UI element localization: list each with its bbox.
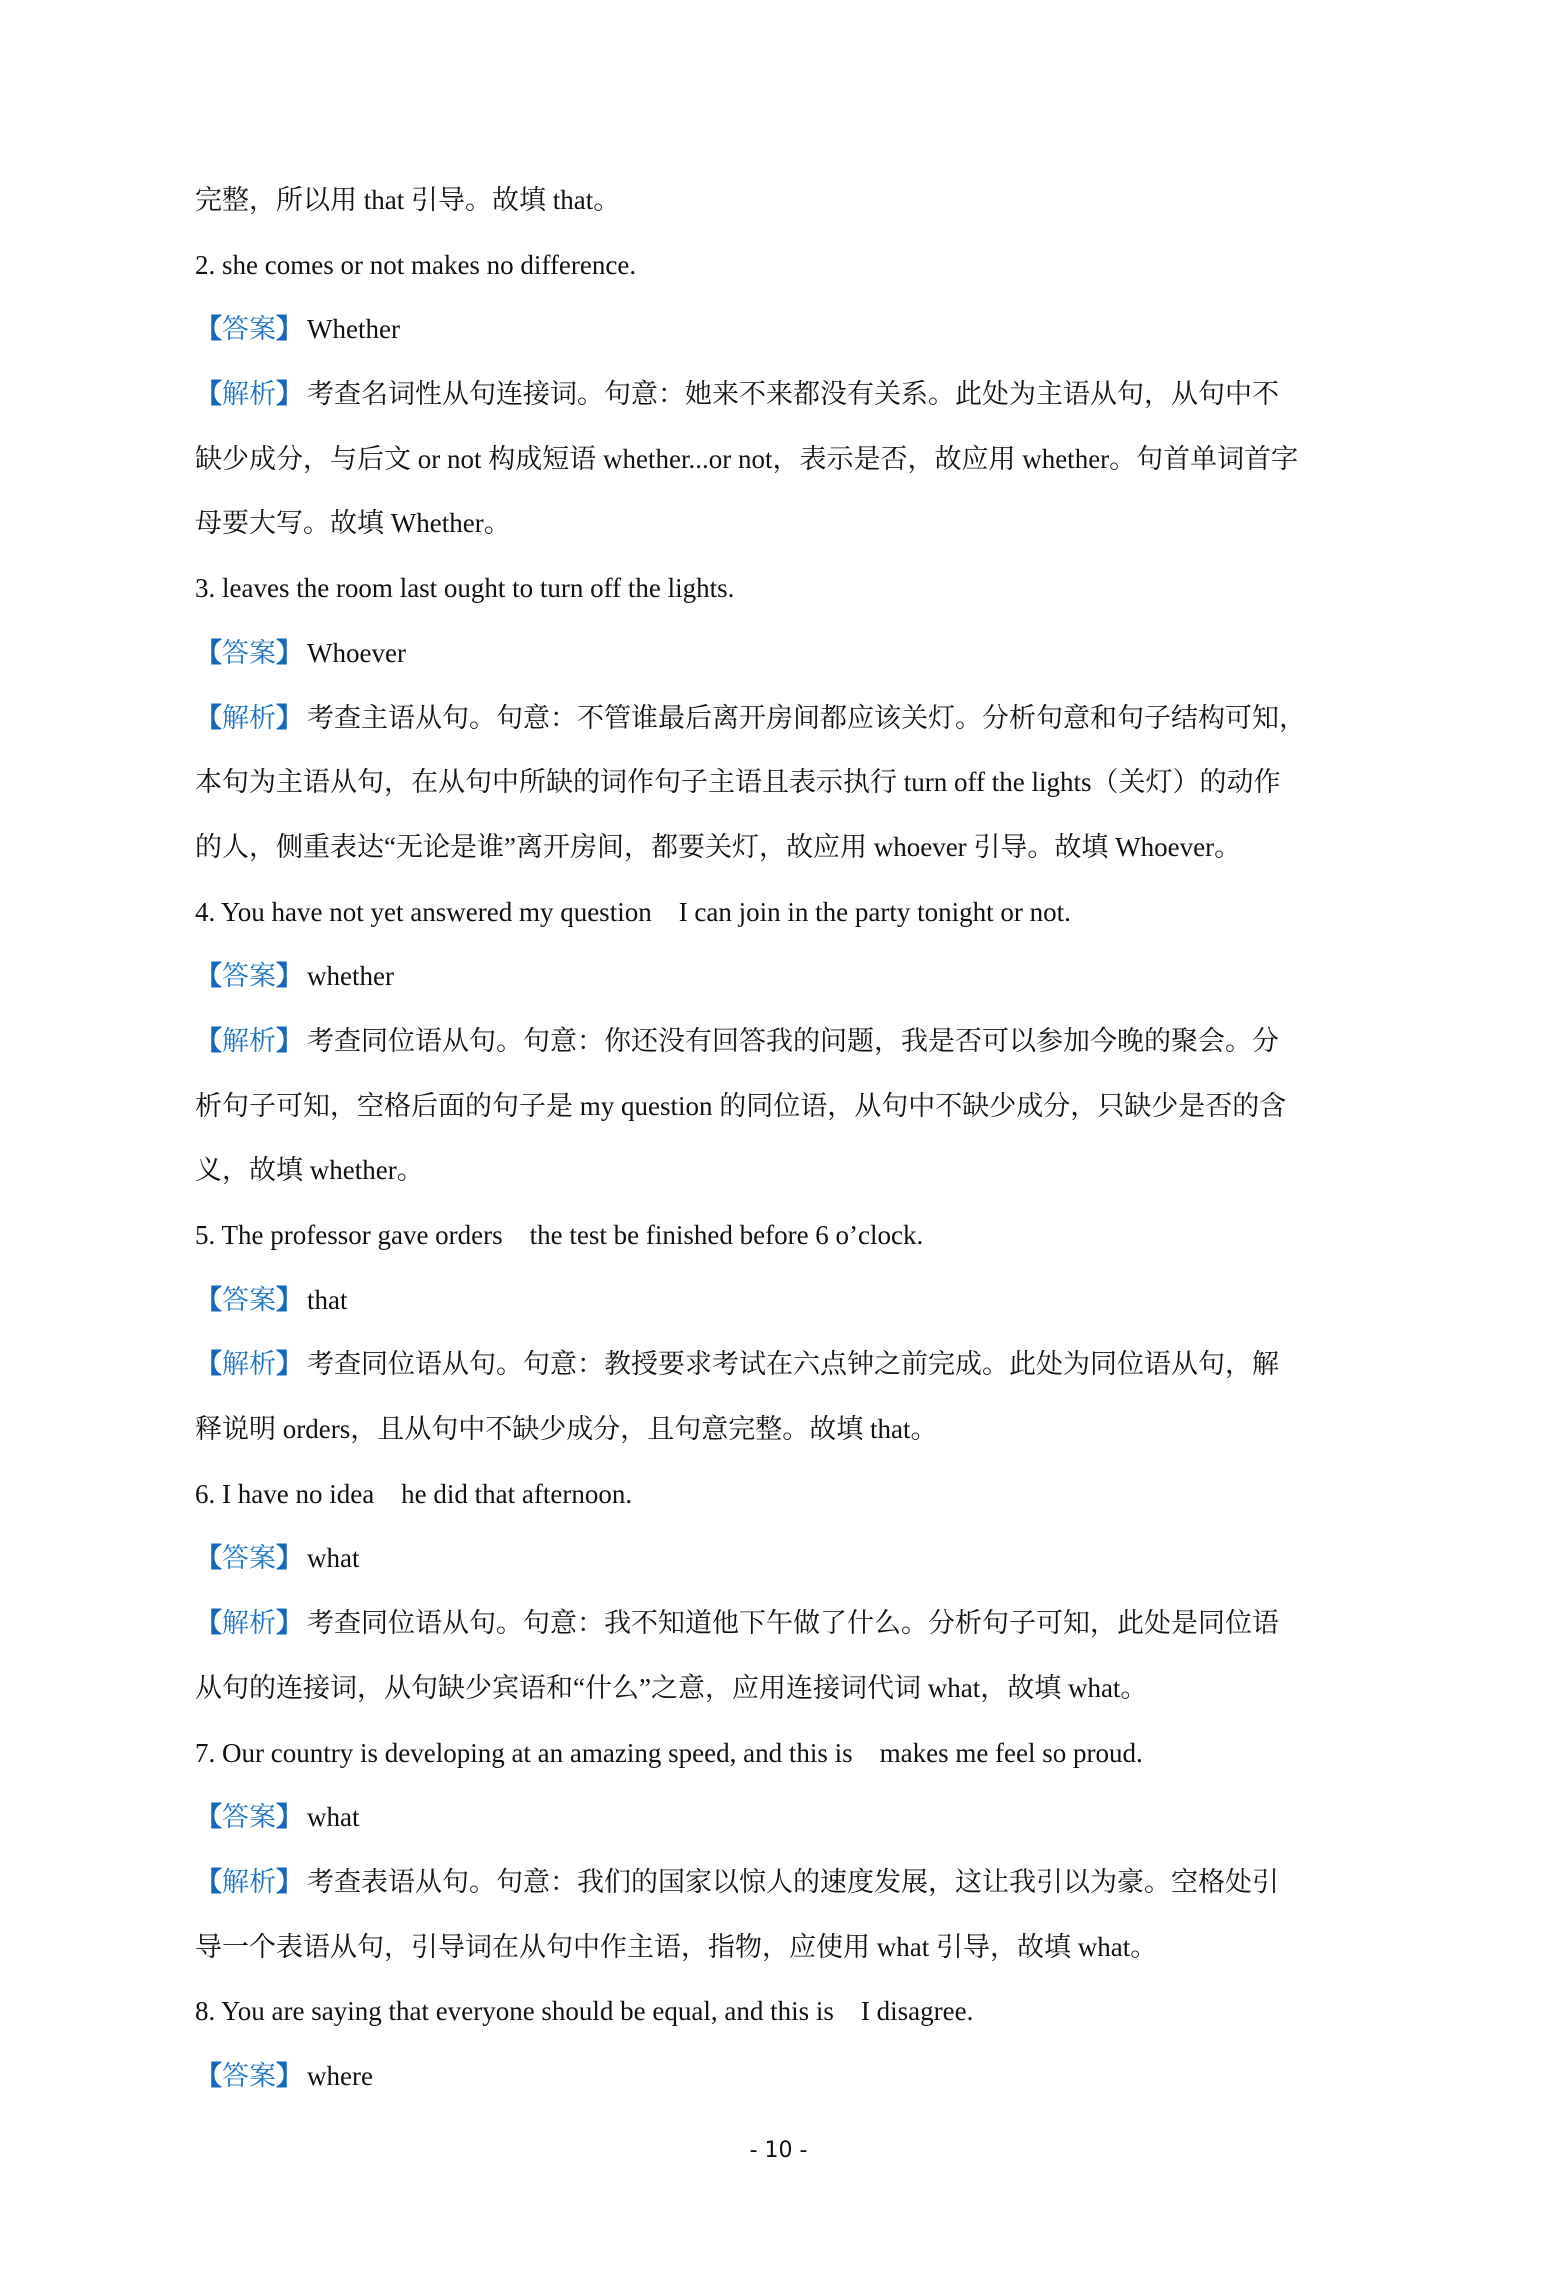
question-text: 3. leaves the room last ought to turn off the lights.: [195, 573, 735, 604]
bracket-right: 】: [276, 1025, 303, 1056]
body-text: 从句的连接词，从句缺少宾语和“什么”之意，应用连接词代词 what，故填 what。: [195, 1672, 1148, 1703]
text-line: [195, 1407, 1370, 1472]
question-line: [195, 1213, 1370, 1278]
label-text: 解析: [222, 379, 276, 410]
answer-value: what: [307, 1543, 360, 1574]
bracket-left: 【: [195, 961, 222, 992]
question-line: [195, 243, 1370, 308]
analysis-label: [195, 1867, 303, 1897]
label-text: 答案: [222, 2060, 276, 2091]
question-line: [195, 1989, 1370, 2054]
question-text: 7. Our country is developing at an amazing speed, and this is makes me feel so proud.: [195, 1737, 1143, 1768]
question-text: 4. You have not yet answered my question I can join in the party tonight or not.: [195, 896, 1071, 927]
bracket-left: 【: [195, 702, 222, 733]
body-text: 释说明 orders，且从句中不缺少成分，且句意完整。故填 that。: [195, 1414, 938, 1445]
analysis-label: [195, 703, 303, 733]
answer-line: [195, 954, 1370, 1019]
answer-line: [195, 2054, 1370, 2119]
answer-value: what: [307, 1802, 360, 1833]
analysis-line: [195, 1342, 1370, 1407]
text-line: [195, 437, 1370, 502]
answer-line: [195, 1278, 1370, 1343]
label-text: 解析: [222, 702, 276, 733]
label-text: 答案: [222, 961, 276, 992]
bracket-right: 】: [276, 1802, 303, 1833]
label-text: 答案: [222, 314, 276, 345]
bracket-left: 【: [195, 1349, 222, 1380]
label-text: 解析: [222, 1025, 276, 1056]
question-line: [195, 890, 1370, 955]
question-text: 5. The professor gave orders the test be finished before 6 o’clock.: [195, 1220, 924, 1250]
bracket-right: 】: [276, 1866, 303, 1897]
answer-label: [195, 314, 303, 344]
answer-line: [195, 631, 1370, 696]
analysis-text: 考查主语从句。句意：不管谁最后离开房间都应该关灯。分析句意和句子结构可知，: [307, 702, 1306, 733]
text-line: [195, 1666, 1370, 1731]
page-number: - 10 -: [749, 2138, 808, 2163]
analysis-line: [195, 372, 1370, 437]
answer-label: [195, 1802, 303, 1832]
answer-value: Whether: [307, 314, 400, 345]
answer-label: [195, 1285, 303, 1315]
answer-value: that: [307, 1284, 348, 1315]
analysis-label: [195, 379, 303, 409]
analysis-label: [195, 1608, 303, 1638]
text-line: [195, 1925, 1370, 1990]
analysis-text: 考查名词性从句连接词。句意：她来不来都没有关系。此处为主语从句，从句中不: [307, 379, 1279, 410]
analysis-line: [195, 696, 1370, 761]
answer-line: [195, 1795, 1370, 1860]
label-text: 解析: [222, 1349, 276, 1380]
bracket-left: 【: [195, 637, 222, 668]
answer-label: [195, 2061, 303, 2091]
bracket-left: 【: [195, 379, 222, 410]
label-text: 解析: [222, 1866, 276, 1897]
bracket-left: 【: [195, 1608, 222, 1639]
bracket-right: 】: [276, 961, 303, 992]
question-line: [195, 1472, 1370, 1537]
text-line: [195, 1084, 1370, 1149]
page-content: [195, 178, 1370, 2119]
text-line: [195, 178, 1370, 243]
body-text: 完整，所以用 that 引导。故填 that。: [195, 185, 621, 215]
answer-label: [195, 1543, 303, 1573]
answer-line: [195, 307, 1370, 372]
analysis-line: [195, 1019, 1370, 1084]
question-line: [195, 566, 1370, 631]
body-text: 母要大写。故填 Whether。: [195, 508, 511, 539]
analysis-text: 考查同位语从句。句意：我不知道他下午做了什么。分析句子可知，此处是同位语: [307, 1608, 1279, 1639]
bracket-right: 】: [276, 1349, 303, 1380]
label-text: 答案: [222, 1802, 276, 1833]
analysis-label: [195, 1026, 303, 1056]
body-text: 义，故填 whether。: [195, 1155, 424, 1186]
analysis-label: [195, 1349, 303, 1379]
bracket-left: 【: [195, 2060, 222, 2091]
bracket-left: 【: [195, 1543, 222, 1574]
text-line: [195, 760, 1370, 825]
answer-line: [195, 1536, 1370, 1601]
analysis-text: 考查同位语从句。句意：你还没有回答我的问题，我是否可以参加今晚的聚会。分: [307, 1025, 1279, 1056]
text-line: [195, 825, 1370, 890]
text-line: [195, 501, 1370, 566]
label-text: 答案: [222, 1284, 276, 1315]
bracket-right: 】: [276, 637, 303, 668]
body-text: 本句为主语从句，在从句中所缺的词作句子主语且表示执行 turn off the lights（关灯）的动作: [195, 767, 1281, 798]
bracket-right: 】: [276, 1608, 303, 1639]
answer-value: Whoever: [307, 637, 406, 668]
body-text: 导一个表语从句，引导词在从句中作主语，指物，应使用 what 引导，故填 what。: [195, 1931, 1158, 1962]
bracket-right: 】: [276, 2060, 303, 2091]
bracket-left: 【: [195, 314, 222, 345]
question-text: 6. I have no idea he did that afternoon.: [195, 1478, 633, 1509]
bracket-right: 】: [276, 379, 303, 410]
analysis-text: 考查表语从句。句意：我们的国家以惊人的速度发展，这让我引以为豪。空格处引: [307, 1866, 1279, 1897]
text-line: [195, 1148, 1370, 1213]
analysis-line: [195, 1601, 1370, 1666]
question-text: 8. You are saying that everyone should be equal, and this is I disagree.: [195, 1996, 974, 2027]
bracket-right: 】: [276, 314, 303, 345]
bracket-left: 【: [195, 1025, 222, 1056]
analysis-text: 考查同位语从句。句意：教授要求考试在六点钟之前完成。此处为同位语从句，解: [307, 1349, 1279, 1380]
label-text: 解析: [222, 1608, 276, 1639]
label-text: 答案: [222, 1543, 276, 1574]
bracket-right: 】: [276, 702, 303, 733]
answer-value: where: [307, 2060, 373, 2091]
answer-label: [195, 638, 303, 668]
answer-label: [195, 961, 303, 991]
bracket-left: 【: [195, 1802, 222, 1833]
question-line: [195, 1731, 1370, 1796]
label-text: 答案: [222, 637, 276, 668]
body-text: 的人，侧重表达“无论是谁”离开房间，都要关灯，故应用 whoever 引导。故填 Whoever。: [195, 831, 1242, 862]
body-text: 缺少成分，与后文 or not 构成短语 whether...or not，表示是否，故应用 whether。句首单词首字: [195, 443, 1299, 474]
bracket-right: 】: [276, 1284, 303, 1315]
bracket-left: 【: [195, 1284, 222, 1315]
bracket-left: 【: [195, 1866, 222, 1897]
question-text: 2. she comes or not makes no difference.: [195, 249, 637, 280]
bracket-right: 】: [276, 1543, 303, 1574]
body-text: 析句子可知，空格后面的句子是 my question 的同位语，从句中不缺少成分，只缺少是否的含: [195, 1090, 1287, 1121]
analysis-line: [195, 1860, 1370, 1925]
answer-value: whether: [307, 961, 394, 992]
